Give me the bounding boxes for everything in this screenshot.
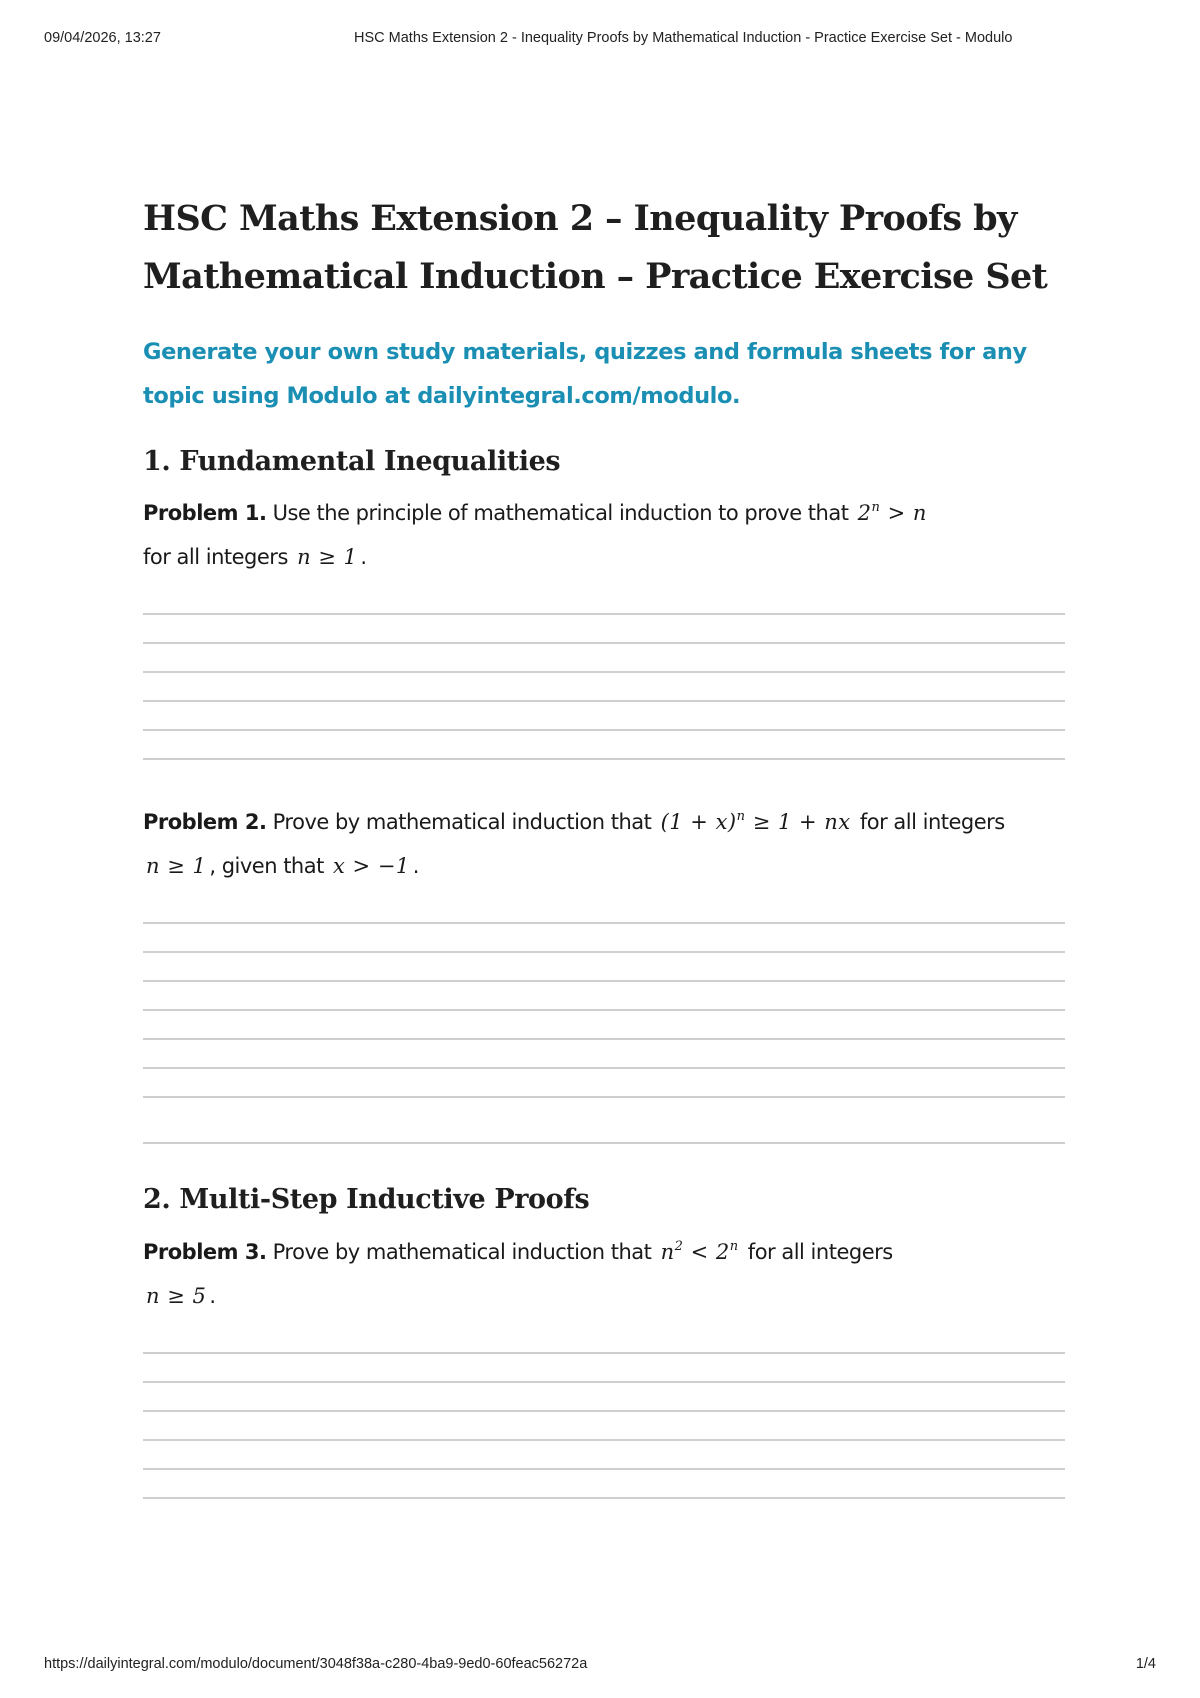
- section-title: 2. Multi-Step Inductive Proofs: [143, 1184, 590, 1215]
- print-title: HSC Maths Extension 2 - Inequality Proofs by Mathematical Induction - Practice Exercise Set - Modulo: [354, 30, 1013, 46]
- print-date: 09/04/2026, 13:27: [44, 30, 161, 46]
- math-expression: x > −1: [333, 854, 410, 878]
- answer-lines[interactable]: [143, 1352, 1065, 1499]
- problem-text: for all integers: [143, 545, 288, 569]
- page-number: 1/4: [1135, 1656, 1156, 1672]
- math-expression: 2$^n$ > n: [857, 499, 927, 525]
- answer-line: [143, 1468, 1065, 1470]
- problem-text: for all integers: [859, 810, 1005, 834]
- print-footer: [44, 1656, 1156, 1676]
- promo-link[interactable]: Generate your own study materials, quizzes and formula sheets for any topic using Modulo at dailyintegral.com/modulo.: [143, 339, 1027, 409]
- answer-line: [143, 613, 1065, 615]
- problem-label: Problem 2.: [143, 810, 267, 834]
- problem-3: Problem 3. Prove by mathematical induction that $n^2 < 2^n$ for all integers n ≥ 5 .: [143, 1238, 893, 1308]
- problem-label: Problem 3.: [143, 1240, 267, 1264]
- problem-text: Prove by mathematical induction that: [272, 1240, 652, 1264]
- page-title: HSC Maths Extension 2 – Inequality Proofs by Mathematical Induction – Practice Exercise Set: [143, 198, 1048, 297]
- answer-line: [143, 642, 1065, 644]
- problem-2: Problem 2. Prove by mathematical induction that $(1 + x)^n \ge 1$ + nx for all integers n ≥ 1 , given that x > −1 .: [143, 808, 1005, 878]
- answer-lines[interactable]: [143, 922, 1065, 1144]
- problem-1: Problem 1. Use the principle of mathematical induction to prove that 2$^n$ > n for all integers n ≥ 1 .: [143, 491, 1065, 579]
- answer-line: [143, 671, 1065, 673]
- answer-lines[interactable]: [143, 613, 1065, 760]
- problem-text: Prove by mathematical induction that: [272, 810, 652, 834]
- math-expression: n ≥ 1: [297, 545, 358, 569]
- answer-line: [143, 1142, 1065, 1144]
- problem-text: Use the principle of mathematical induction to prove that: [272, 501, 849, 525]
- answer-line: [143, 758, 1065, 760]
- section-title: 1. Fundamental Inequalities: [143, 446, 561, 477]
- problem-label: Problem 1.: [143, 501, 267, 525]
- answer-line: [143, 1410, 1065, 1412]
- answer-line: [143, 922, 1065, 924]
- answer-line: [143, 980, 1065, 982]
- math-expression: $n^2 < 2^n$: [660, 1238, 739, 1264]
- answer-line: [143, 1067, 1065, 1069]
- page-url: https://dailyintegral.com/modulo/document/3048f38a-c280-4ba9-9ed0-60feac56272a: [44, 1656, 588, 1672]
- answer-line: [143, 729, 1065, 731]
- answer-line: [143, 1497, 1065, 1499]
- answer-line: [143, 1439, 1065, 1441]
- math-expression: n ≥ 5: [146, 1284, 207, 1308]
- problem-text: for all integers: [747, 1240, 893, 1264]
- answer-line: [143, 1381, 1065, 1383]
- print-header: [44, 30, 1156, 50]
- answer-line: [143, 1038, 1065, 1040]
- math-expression: $(1 + x)^n \ge 1$ + nx: [660, 808, 851, 834]
- answer-line: [143, 1352, 1065, 1354]
- answer-line: [143, 951, 1065, 953]
- answer-line: [143, 1009, 1065, 1011]
- answer-line: [143, 1096, 1065, 1098]
- document-content: [143, 190, 1065, 1499]
- math-expression: n ≥ 1: [146, 854, 207, 878]
- answer-line: [143, 700, 1065, 702]
